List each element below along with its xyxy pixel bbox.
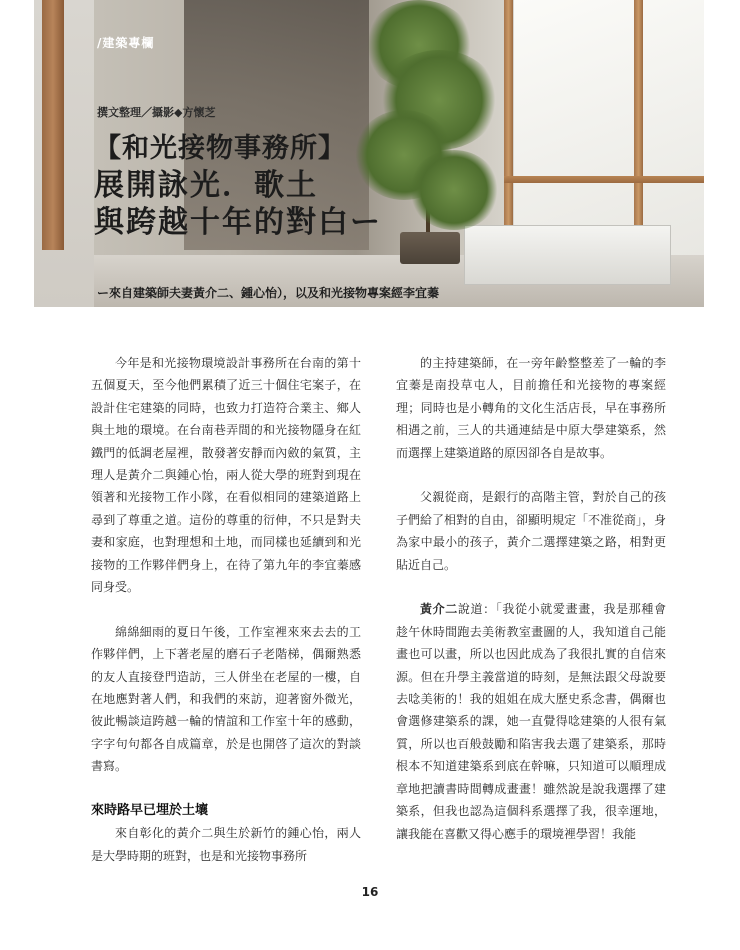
article-title-line1: 【和光接物事務所】 <box>94 133 346 164</box>
paragraph: 綿綿細雨的夏日午後，工作室裡來來去去的工作夥伴們，上下著老屋的磨石子老階梯，偶爾熟悉的友人直接登門造訪，三人併坐在老屋的一樓，自在地應對著人們，和我們的來訪，迎著窗外微光，彼此暢談這跨越一輪的情誼和工作室十年的感動，字字句句都各自成篇章，於是也開啓了這次的對談書寫。 <box>91 624 361 774</box>
section-tag: /建築專欄 <box>97 36 155 50</box>
paragraph: 父親從商，是銀行的高階主管，對於自己的孩子們給了相對的自由，卻顯明規定「不准從商」，身為家中最小的孩子，黃介二選擇建築之路，相對更貼近自己。 <box>396 490 667 572</box>
photo-plant-leaves <box>409 150 499 230</box>
author-credit: 撰文整理／攝影◆方懷芝 <box>97 106 216 119</box>
quote-text: 說道：「我從小就愛畫畫，我是那種會趁午休時間跑去美術教室畫圖的人，我知道自己能畫也可以畫，所以也因此成為了我很扎實的自信來源。但在升學主義當道的時刻，是無法跟父母說要去唸美術的！我的姐姐在成大歷史系念書，偶爾也會選修建築系的課，她一直覺得唸建築的人很有氣質，所以也百般鼓勵和陷害我去選了建築系，那時根本不知道建築系到底在幹嘛，只知道可以順理成章地把讀書時間轉成畫畫！雖然說是說我選擇了建築系，但我也認為這個科系選擇了我，很幸運地，讓我能在喜歡又得心應手的環境裡學習！我能 <box>396 602 666 841</box>
article-title-line3: 與跨越十年的對白ー <box>94 205 382 240</box>
article-title-line2: 展開詠光．歌土 <box>94 168 318 203</box>
left-column <box>91 352 361 889</box>
page-number: 16 <box>361 885 379 899</box>
photo-window-frame <box>504 0 513 255</box>
speaker-name: 黃介二 <box>420 602 458 617</box>
right-column <box>396 352 666 867</box>
section-heading: 來時路早已埋於土壤 <box>91 803 209 819</box>
photo-window-frame <box>504 176 704 183</box>
photo-architecture-model <box>464 225 671 285</box>
photo-plant-pot <box>400 232 460 264</box>
paragraph <box>396 598 666 844</box>
photo-window <box>514 0 704 255</box>
paragraph: 的主持建築師，在一旁年齡整整差了一輪的李宜蓁是南投草屯人，目前擔任和光接物的專案經理；同時也是小轉角的文化生活店長，早在事務所相遇之前，三人的共通連結是中原大學建築系，然而選擇上建築道路的原因卻各自是故事。 <box>396 356 666 460</box>
paragraph: 今年是和光接物環境設計事務所在台南的第十五個夏天，至今他們累積了近三十個住宅案子，在設計住宅建築的同時，也致力打造符合業主、鄉人與土地的環境。在台南巷弄間的和光接物隱身在紅鐵門的低調老屋裡，散發著安靜而內斂的氣質，主理人是黃介二與鍾心怡，兩人從大學的班對到現在領著和光接物工作小隊，在看似相同的建築道路上尋到了尊重之道。這份的尊重的衍伸，不只是對夫妻和家庭，也對理想和土地，而同樣也延續到和光接物的工作夥伴們身上，在待了第九年的李宜蓁感同身受。 <box>91 356 361 595</box>
photo-window-frame <box>634 0 643 255</box>
article-subtitle: ー來自建築師夫妻黃介二、鍾心怡），以及和光接物專案經李宜蓁 <box>97 286 440 300</box>
paragraph: 來自彰化的黃介二與生於新竹的鍾心怡，兩人是大學時期的班對，也是和光接物事務所 <box>91 826 361 863</box>
photo-wood-frame <box>42 0 64 250</box>
